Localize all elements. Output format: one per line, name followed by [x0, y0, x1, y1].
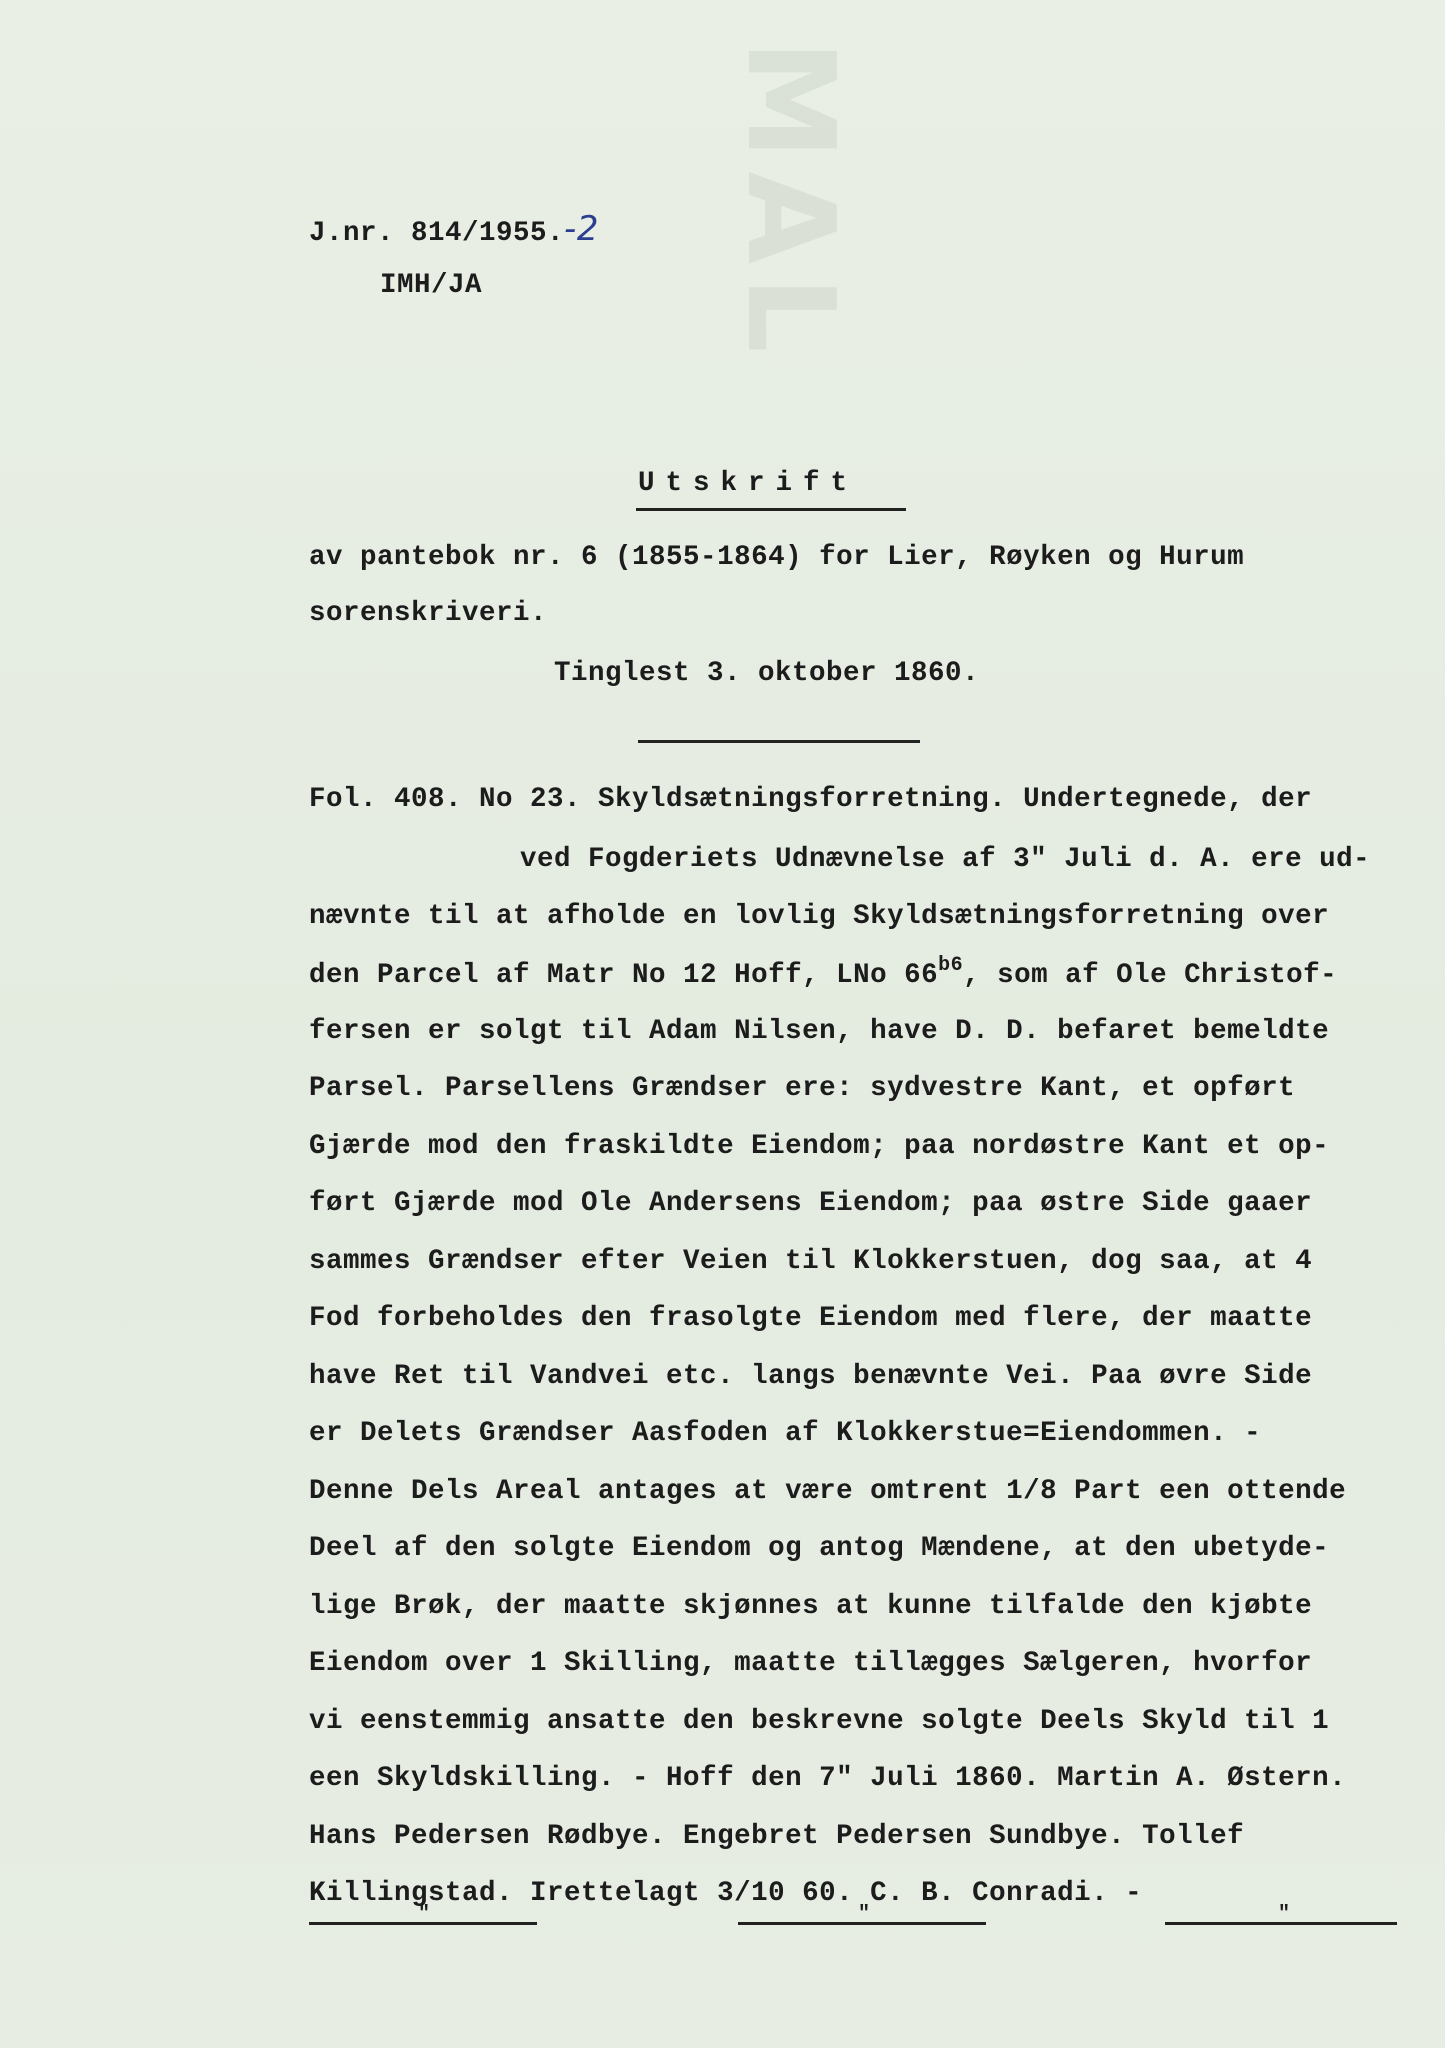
- lno-superscript: b6: [938, 954, 964, 977]
- document-title: Utskrift: [638, 468, 859, 499]
- body-line-6: Parsel. Parsellens Grændser ere: sydvestre Kant, et opført: [309, 1073, 1296, 1104]
- body-line-20: Killingstad. Irettelagt 3/10 60. C. B. Conradi. -: [309, 1878, 1143, 1909]
- ditto-mark-2: ": [858, 1903, 871, 1926]
- journal-number: [309, 209, 599, 249]
- registration-date: Tinglest 3. oktober 1860.: [554, 658, 980, 689]
- body-line-15: lige Brøk, der maatte skjønnes at kunne tilfalde den kjøbte: [309, 1591, 1313, 1622]
- body-line-9: sammes Grændser efter Veien til Klokkerstuen, dog saa, at 4: [309, 1246, 1313, 1277]
- journal-number-text: J.nr. 814/1955.: [309, 218, 565, 249]
- body-line-4-text: den Parcel af Matr No 12 Hoff, LNo 66: [309, 960, 939, 991]
- body-line-4-tail: , som af Ole Christof-: [963, 960, 1338, 991]
- subtitle-line-2: sorenskriveri.: [309, 598, 548, 629]
- initials: IMH/JA: [380, 270, 483, 301]
- body-line-11: have Ret til Vandvei etc. langs benævnte Vei. Paa øvre Side: [309, 1361, 1313, 1392]
- faded-stamp-watermark: MAL: [720, 40, 859, 365]
- body-line-7: Gjærde mod den fraskildte Eiendom; paa nordøstre Kant et op-: [309, 1131, 1330, 1162]
- body-line-13: Denne Dels Areal antages at være omtrent 1/8 Part een ottende: [309, 1476, 1347, 1507]
- ditto-mark-3: ": [1278, 1903, 1291, 1926]
- body-line-16: Eiendom over 1 Skilling, maatte tillægges Sælgeren, hvorfor: [309, 1648, 1313, 1679]
- handwritten-suffix: -2: [564, 209, 599, 249]
- section-divider: [638, 740, 920, 743]
- body-line-19: Hans Pedersen Rødbye. Engebret Pedersen Sundbye. Tollef: [309, 1821, 1245, 1852]
- body-line-5: fersen er solgt til Adam Nilsen, have D. D. befaret bemeldte: [309, 1016, 1330, 1047]
- ditto-mark-1: ": [418, 1903, 431, 1926]
- body-line-17: vi eenstemmig ansatte den beskrevne solgte Deels Skyld til 1: [309, 1706, 1330, 1737]
- title-underline: [636, 508, 906, 511]
- body-line-8: ført Gjærde mod Ole Andersens Eiendom; paa østre Side gaaer: [309, 1188, 1313, 1219]
- body-line-2: ved Fogderiets Udnævnelse af 3" Juli d. A. ere ud-: [520, 844, 1371, 875]
- subtitle-line-1: av pantebok nr. 6 (1855-1864) for Lier, Røyken og Hurum: [309, 542, 1245, 573]
- body-line-12: er Delets Grændser Aasfoden af Klokkerstue=Eiendommen. -: [309, 1418, 1262, 1449]
- body-line-1: Fol. 408. No 23. Skyldsætningsforretning. Undertegnede, der: [309, 784, 1313, 815]
- body-line-10: Fod forbeholdes den frasolgte Eiendom med flere, der maatte: [309, 1303, 1313, 1334]
- body-line-14: Deel af den solgte Eiendom og antog Mændene, at den ubetyde-: [309, 1533, 1330, 1564]
- body-line-18: een Skyldskilling. - Hoff den 7" Juli 1860. Martin A. Østern.: [309, 1763, 1347, 1794]
- body-line-3: nævnte til at afholde en lovlig Skyldsætningsforretning over: [309, 901, 1330, 932]
- body-line-4: [309, 954, 1338, 991]
